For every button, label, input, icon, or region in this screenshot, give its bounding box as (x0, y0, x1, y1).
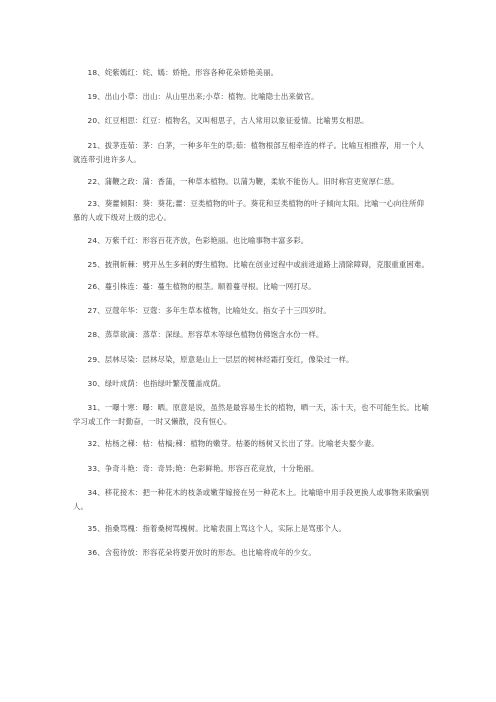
entry-28: 28、蒸草欲滴：蒸草：深绿。形容草木等绿色植物仿佛饱含水份一样。 (87, 330, 324, 340)
entry-31: 31、一曝十寒：曝：晒。原意是说，虽然是最容易生长的植物，晒一天，冻十天，也不可能生长。比喻学习或工作一时勤奋，一时又懒散，没有恒心。 (73, 403, 429, 427)
entry-18: 18、姹紫嫣红：姹、嫣：娇艳。形容各种花朵娇艳美丽。 (87, 68, 279, 77)
entry-36: 36、含苞待放：形容花朵将要开放时的形态。也比喻将成年的少女。 (87, 548, 316, 558)
entry-list (73, 66, 429, 571)
entry-26: 26、蔓引株连：蔓：蔓生植物的根茎。顺着蔓寻根。比喻一网打尽。 (87, 282, 316, 292)
entry-33: 33、争奇斗艳：奇：奇异;艳：色彩鲜艳。形容百花竞放，十分艳丽。 (87, 463, 319, 473)
entry-19: 19、出山小草：出山：从山里出来;小草：植物。比喻隐士出来做官。 (87, 92, 319, 102)
entry-22: 22、蒲鞭之政：蒲：香蒲，一种草本植物。以蒲为鞭，柔软不能伤人。旧时称官吏宽厚仁慈。 (87, 177, 399, 187)
entry-34: 34、移花接木：把一种花木的枝条或嫩芽嫁接在另一种花木上。比喻暗中用手段更换人或事物来欺骗别人。 (73, 487, 429, 512)
entry-30: 30、绿叶成荫：也指绿叶繁茂覆盖成荫。 (87, 378, 226, 388)
entry-27: 27、豆蔻年华：豆蔻：多年生草本植物，比喻处女。指女子十三四岁时。 (87, 306, 331, 316)
entry-24: 24、万紫千红：形容百花齐放，色彩艳丽。也比喻事物丰富多彩。 (87, 235, 309, 245)
entry-29: 29、层林尽染：层林尽染，原意是山上一层层的树林经霜打变红，像染过一样。 (87, 354, 354, 364)
entry-35: 35、指桑骂槐：指着桑树骂槐树。比喻表面上骂这个人，实际上是骂那个人。 (87, 524, 347, 534)
entry-20: 20、红豆相思：红豆：植物名，又叫相思子，古人常用以象征爱情。比喻男女相思。 (87, 116, 369, 126)
entry-21: 21、拔茅连茹：茅：白茅，一种多年生的草;茹：植物根部互相牵连的样子。比喻互相推荐，用一个人就连带引进许多人。 (73, 140, 425, 164)
entry-23: 23、葵藿倾阳：葵：葵花;藿：豆类植物的叶子。葵花和豆类植物的叶子倾向太阳。比喻一心向往所仰慕的人或下级对上级的忠心。 (73, 199, 425, 223)
entry-25: 25、披荆斩棘：劈开丛生多刺的野生植物。比喻在创业过程中或前进道路上清除障碍，克服重重困难。 (87, 259, 429, 269)
entry-32: 32、枯杨之稊：枯：枯槁;稊：植物的嫩芽。枯萎的杨树又长出了芽。比喻老夫娶少妻。 (87, 439, 379, 449)
